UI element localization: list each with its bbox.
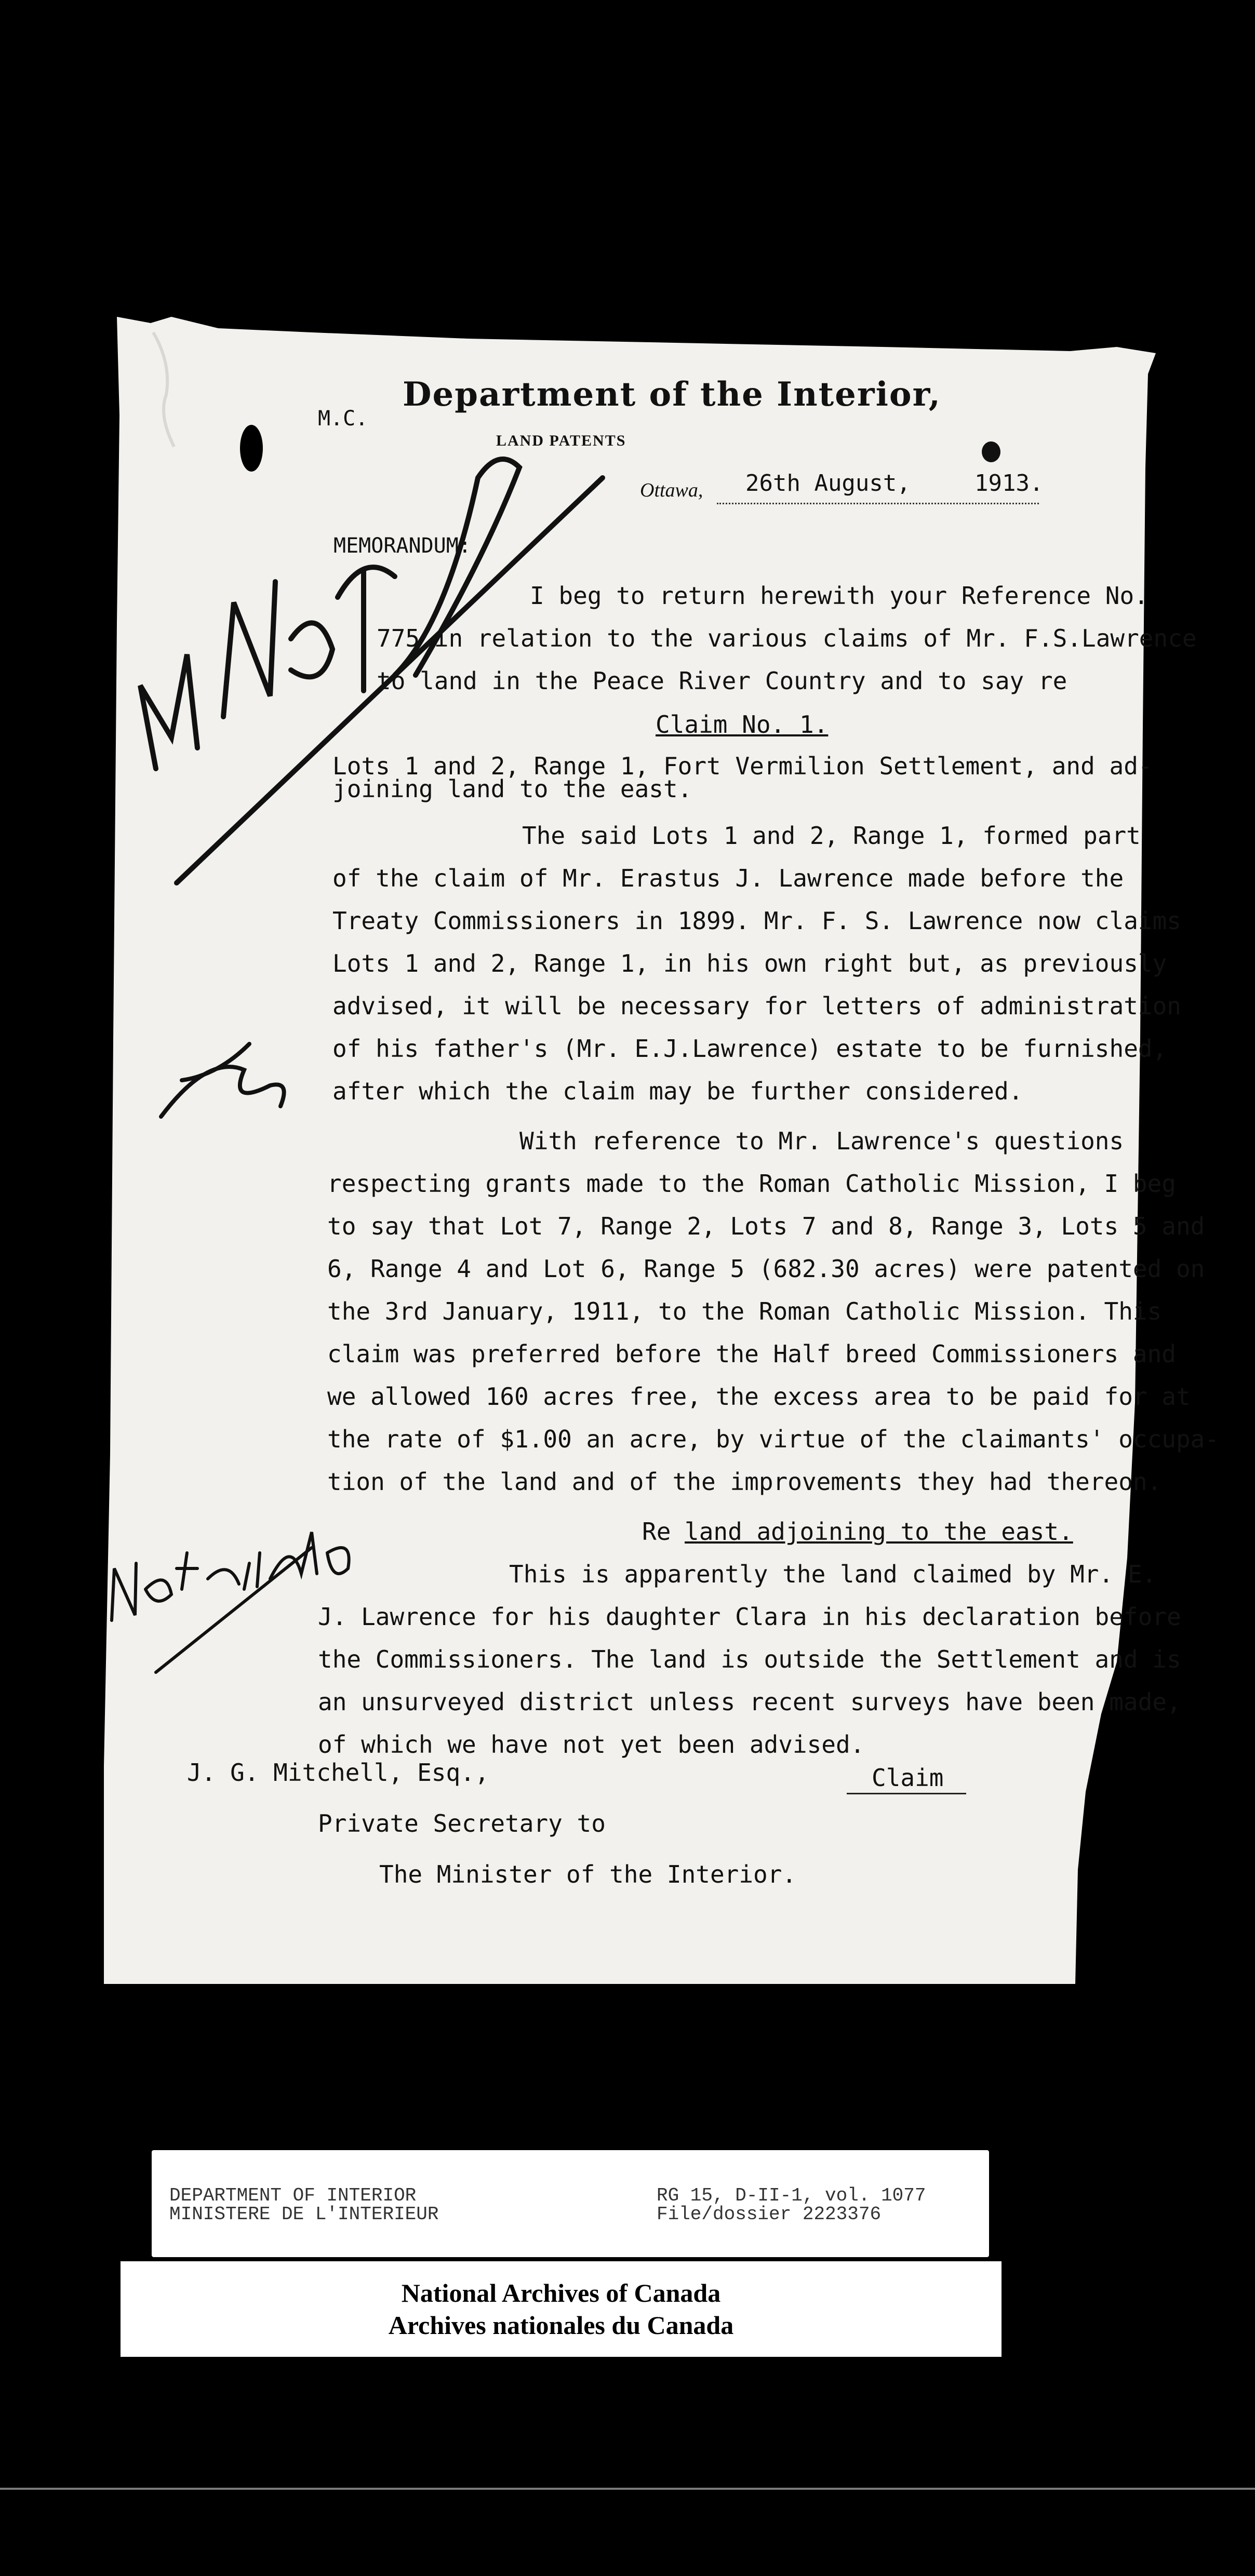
para1-line-3: Treaty Commissioners in 1899. Mr. F. S. Lawrence now claims <box>332 907 1181 935</box>
department-title: Department of the Interior, <box>403 375 941 414</box>
place-label: Ottawa, <box>640 479 703 501</box>
para3-line-2: J. Lawrence for his daughter Clara in his declaration before <box>318 1603 1181 1631</box>
addressee-name: J. G. Mitchell, Esq., <box>187 1759 489 1787</box>
archive-ref: RG 15, D-II-1, vol. 1077 <box>657 2185 926 2206</box>
archives-name-fr: Archives nationales du Canada <box>388 2311 734 2340</box>
margin-note-bottom <box>112 1532 349 1672</box>
para2-line-3: to say that Lot 7, Range 2, Lots 7 and 8, Range 3, Lots 5 and <box>327 1212 1205 1240</box>
intro-line-2: 775 in relation to the various claims of Mr. F.S.Lawrence <box>377 624 1197 652</box>
para2-line-4: 6, Range 4 and Lot 6, Range 5 (682.30 acres) were patented on <box>327 1255 1205 1283</box>
memo-date: 26th August, <box>745 470 911 497</box>
para2-line-7: we allowed 160 acres free, the excess area to be paid for at <box>327 1383 1191 1411</box>
para3-line-4: an unsurveyed district unless recent surveys have been made, <box>318 1688 1181 1716</box>
national-archives-label <box>121 2261 1002 2357</box>
mc-code: M.C. <box>318 407 368 431</box>
branch-name: LAND PATENTS <box>496 432 626 449</box>
para2-line-6: claim was preferred before the Half breed Commissioners and <box>327 1340 1176 1368</box>
margin-note-top <box>140 459 603 883</box>
archives-name-en: National Archives of Canada <box>401 2278 721 2307</box>
bottom-divider-line <box>0 2488 1255 2490</box>
para1-line-5: advised, it will be necessary for letters of administration <box>332 992 1181 1020</box>
para1-line-1: The said Lots 1 and 2, Range 1, formed part <box>522 822 1141 850</box>
margin-initial-mid <box>161 1044 284 1117</box>
para1-line-4: Lots 1 and 2, Range 1, in his own right but, as previously <box>332 949 1167 977</box>
para3-line-3: the Commissioners. The land is outside the Settlement and is <box>318 1645 1181 1673</box>
archive-file: File/dossier 2223376 <box>657 2204 882 2225</box>
addressee-title: Private Secretary to <box>318 1809 606 1837</box>
para3-line-1: This is apparently the land claimed by Mr. E. <box>509 1560 1157 1588</box>
para1-line-6: of his father's (Mr. E.J.Lawrence) estate to be furnished, <box>332 1035 1167 1063</box>
claim-heading: Claim No. 1. <box>656 710 829 739</box>
addressee-office: The Minister of the Interior. <box>379 1860 797 1888</box>
para1-line-2: of the claim of Mr. Erastus J. Lawrence made before the <box>332 864 1124 892</box>
archive-reference-label <box>152 2150 989 2257</box>
re-label: Re <box>642 1518 671 1546</box>
memo-heading: MEMORANDUM: <box>333 534 471 558</box>
para3-line-5: of which we have not yet been advised. <box>318 1730 865 1759</box>
intro-line-3: to land in the Peace River Country and to say re <box>377 667 1067 695</box>
continued-claim: Claim <box>872 1764 944 1792</box>
archive-dept-en: DEPARTMENT OF INTERIOR <box>169 2185 417 2206</box>
para2-line-2: respecting grants made to the Roman Catholic Mission, I beg <box>327 1170 1176 1198</box>
para2-line-8: the rate of $1.00 an acre, by virtue of the claimants' occupa- <box>327 1425 1220 1453</box>
claim-subject-line-2: joining land to the east. <box>332 775 692 803</box>
para2-line-5: the 3rd January, 1911, to the Roman Catholic Mission. This <box>327 1297 1162 1325</box>
archive-dept-fr: MINISTERE DE L'INTERIEUR <box>169 2204 439 2225</box>
re-subject: land adjoining to the east. <box>685 1518 1073 1546</box>
para2-line-9: tion of the land and of the improvements they had thereon. <box>327 1468 1162 1496</box>
memo-year: 1913. <box>974 470 1044 497</box>
para2-line-1: With reference to Mr. Lawrence's questions <box>519 1127 1124 1155</box>
claim-subject-line-1: Lots 1 and 2, Range 1, Fort Vermilion Settlement, and ad- <box>332 752 1153 780</box>
intro-line-1: I beg to return herewith your Reference No. <box>530 582 1149 610</box>
para1-line-7: after which the claim may be further considered. <box>332 1077 1023 1105</box>
